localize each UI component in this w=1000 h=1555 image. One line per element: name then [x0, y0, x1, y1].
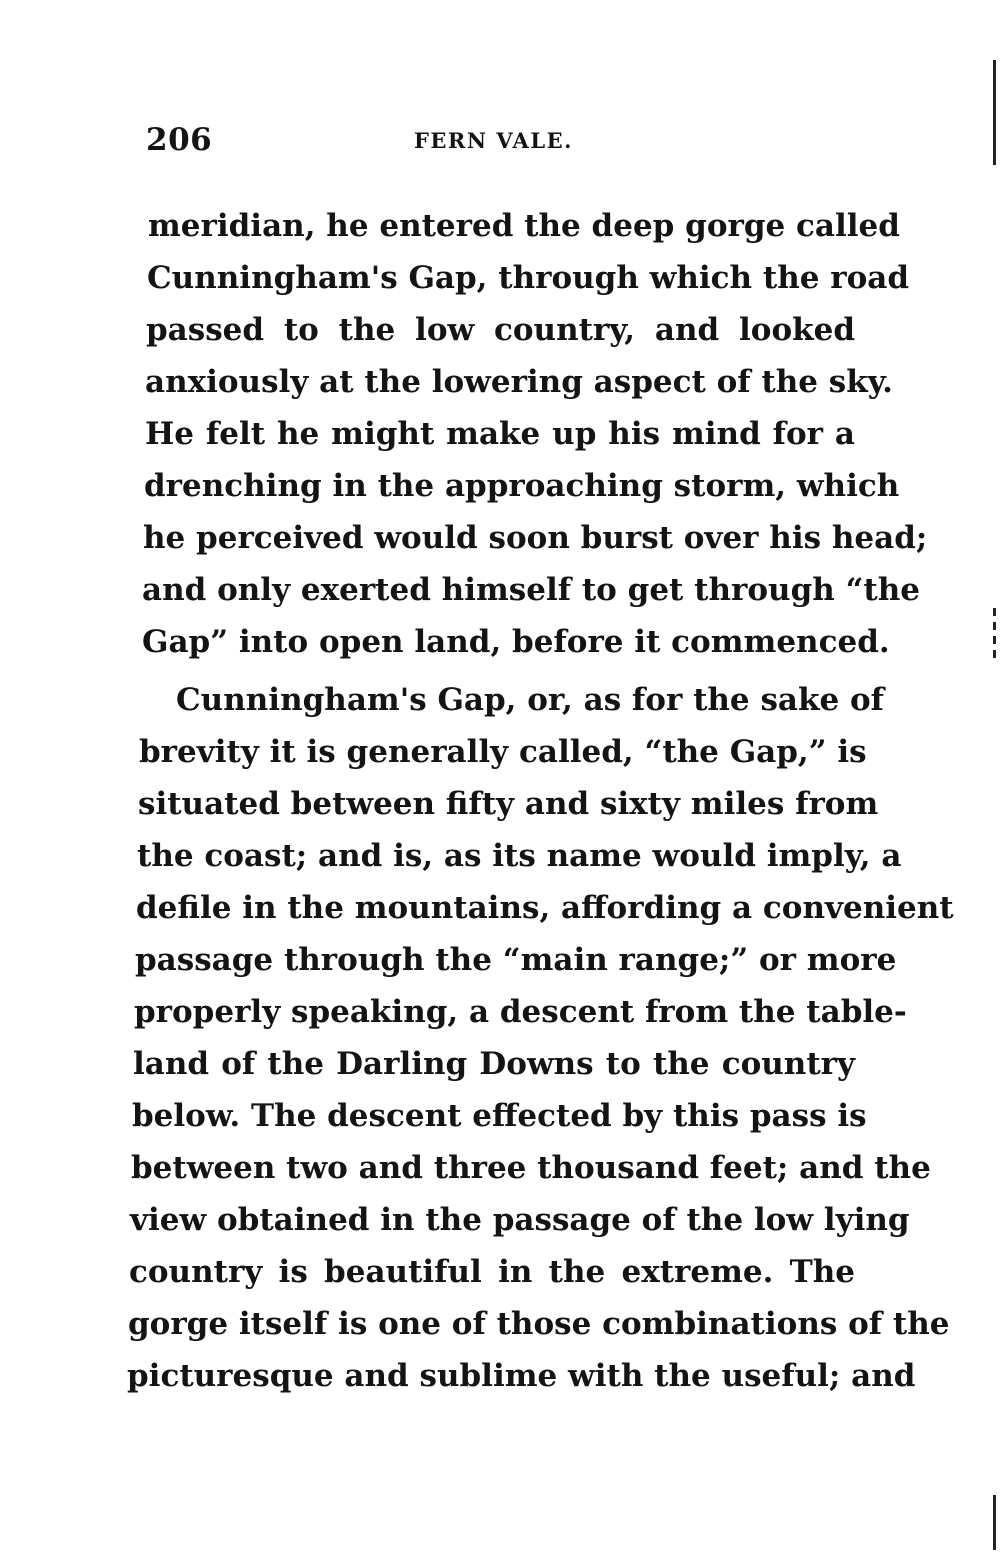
text-line: he perceived would soon burst over his head;: [143, 520, 928, 556]
text-line: country is beautiful in the extreme. The: [129, 1254, 855, 1290]
text-line: brevity it is generally called, “the Gap,” is: [139, 734, 867, 770]
text-line: meridian, he entered the deep gorge called: [148, 208, 900, 244]
body-text: [120, 200, 954, 1402]
text-line: drenching in the approaching storm, which: [144, 468, 900, 504]
text-line: passed to the low country, and looked: [146, 312, 855, 348]
text-line: gorge itself is one of those combinations of the: [128, 1306, 950, 1342]
text-line: properly speaking, a descent from the table-: [134, 994, 907, 1030]
page-header: [146, 122, 846, 162]
text-line: between two and three thousand feet; and the: [131, 1150, 931, 1186]
page-edge-shadow-middle: [993, 608, 996, 664]
text-line: picturesque and sublime with the useful; and: [127, 1358, 916, 1394]
running-title: FERN VALE.: [414, 128, 573, 153]
paragraph-1: [120, 200, 928, 668]
text-line: Cunningham's Gap, or, as for the sake of: [176, 682, 884, 718]
text-line: below. The descent effected by this pass is: [132, 1098, 867, 1134]
text-line: passage through the “main range;” or more: [135, 942, 897, 978]
text-line: He felt he might make up his mind for a: [145, 416, 855, 452]
text-line: anxiously at the lowering aspect of the sky.: [145, 364, 893, 400]
page-edge-shadow-bottom: [993, 1495, 996, 1550]
text-line: view obtained in the passage of the low lying: [130, 1202, 910, 1238]
text-line: and only exerted himself to get through “the: [142, 572, 920, 608]
text-line: defile in the mountains, affording a convenient: [136, 890, 954, 926]
text-line: the coast; and is, as its name would imply, a: [137, 838, 902, 874]
text-line: Gap” into open land, before it commenced.: [142, 624, 890, 660]
page-number: 206: [146, 122, 213, 158]
text-line: land of the Darling Downs to the country: [133, 1046, 855, 1082]
text-line: situated between fifty and sixty miles from: [138, 786, 879, 822]
text-line: Cunningham's Gap, through which the road: [147, 260, 910, 296]
page-edge-shadow-top: [993, 60, 996, 165]
paragraph-2: [120, 674, 954, 1402]
